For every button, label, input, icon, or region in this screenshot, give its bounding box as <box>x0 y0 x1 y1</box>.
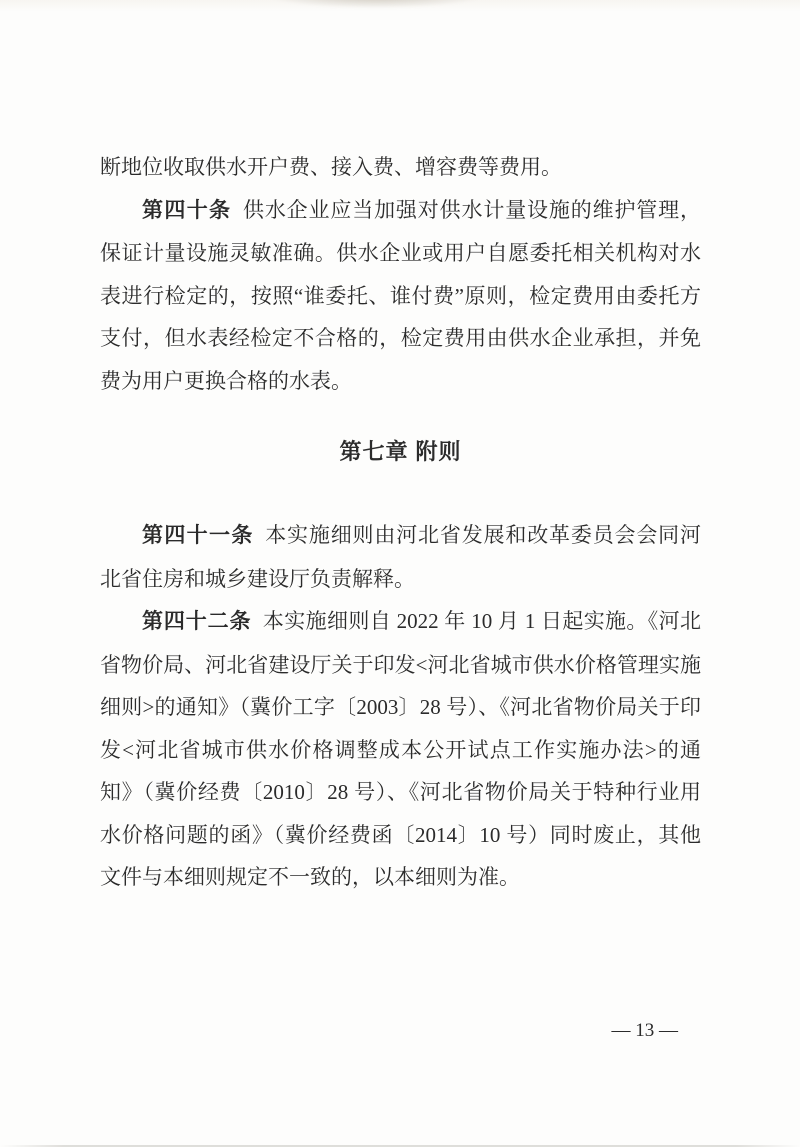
paragraph-text: 断地位收取供水开户费、接入费、增容费等费用。 <box>100 155 562 179</box>
paragraph <box>100 600 701 899</box>
page-number: — 13 — <box>611 1020 678 1041</box>
article-number: 第四十二条 <box>142 610 252 633</box>
article-number: 第四十条 <box>142 198 232 222</box>
paragraph-text: 本实施细则由河北省发展和改革委员会会同河北省住房和城乡建设厅负责解释。 <box>100 523 702 591</box>
chapter-heading: 第七章 附则 <box>339 439 462 464</box>
paragraph <box>100 146 701 189</box>
paragraph-text: 供水企业应当加强对供水计量设施的维护管理，保证计量设施灵敏准确。供水企业或用户自愿委托相关机构对水表进行检定的，按照“谁委托、谁付费”原则，检定费用由委托方支付，但水表经检定不合格的，检定费用由供水企业承担，并免费为用户更换合格的水表。 <box>100 197 702 393</box>
paragraph <box>100 189 701 403</box>
paragraph-text: 本实施细则自 2022 年 10 月 1 日起实施。《河北省物价局、河北省建设厅关于印发<河北省城市供水价格管理实施细则>的通知》（冀价工字〔2003〕28 号）、《河北省物价局关于印发<河北省城市供水价格调整成本公开试点工作实施办法>的通知》（冀价经费〔2010〕28 号）、《河北省物价局关于特种行业用水价格问题的函》（冀价经费函〔2014〕10 号）同时废止，其他文件与本细则规定不一致的，以本细则为准。 <box>100 609 702 889</box>
article-number: 第四十一条 <box>142 524 254 547</box>
document-body <box>100 146 701 899</box>
scan-artifact-top <box>268 0 483 8</box>
paragraph <box>100 514 701 600</box>
